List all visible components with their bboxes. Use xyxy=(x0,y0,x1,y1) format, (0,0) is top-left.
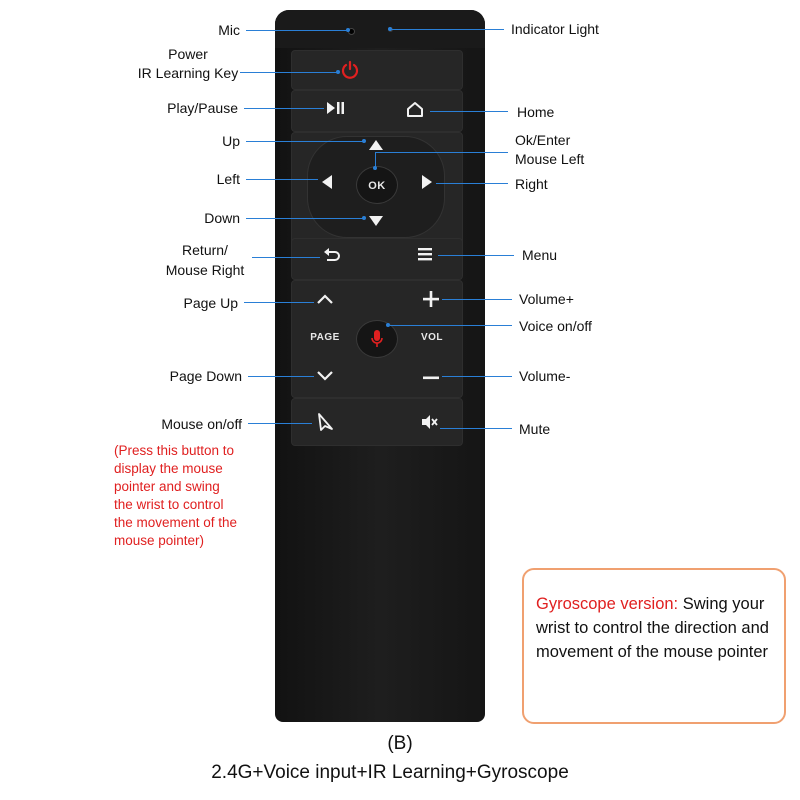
mic-pointer-line xyxy=(246,30,348,31)
indicator-pointer-line xyxy=(392,29,504,30)
page-up-pointer-line xyxy=(244,302,314,303)
ok-label-line2: Mouse Left xyxy=(515,151,585,167)
power-pad xyxy=(291,50,463,90)
menu-icon xyxy=(417,247,433,261)
mute-pointer-line xyxy=(440,428,512,429)
product-caption: 2.4G+Voice input+IR Learning+Gyroscope xyxy=(211,762,569,783)
voice-pointer-line xyxy=(390,325,512,326)
power-button[interactable] xyxy=(338,60,362,84)
arrow-up-icon xyxy=(368,139,384,151)
home-pointer-line xyxy=(430,111,508,112)
home-label: Home xyxy=(517,104,555,120)
right-label: Right xyxy=(515,176,548,192)
power-pointer-dot xyxy=(336,70,340,74)
play-pause-pointer-line xyxy=(244,108,324,109)
return-pointer-line xyxy=(252,257,320,258)
mouse-instruction-note xyxy=(114,442,274,550)
mouse-note-line: display the mouse xyxy=(114,461,223,476)
mouse-onoff-label: Mouse on/off xyxy=(161,416,242,432)
voice-onoff-label: Voice on/off xyxy=(519,318,592,334)
up-pointer-dot xyxy=(362,139,366,143)
page-up-label: Page Up xyxy=(183,295,238,311)
mouse-note-line: pointer and swing xyxy=(114,479,220,494)
power-icon xyxy=(340,60,360,80)
plus-icon xyxy=(422,290,440,308)
right-pointer-line xyxy=(436,183,508,184)
ok-button[interactable] xyxy=(356,166,398,204)
volume-plus-pointer-line xyxy=(442,299,512,300)
ok-pointer-line xyxy=(376,152,508,153)
down-pointer-line xyxy=(246,218,364,219)
play-pause-icon xyxy=(325,100,347,116)
volume-up-button[interactable] xyxy=(420,290,442,312)
cursor-icon xyxy=(316,412,334,432)
gyroscope-note-highlight: Gyroscope version: xyxy=(536,595,679,613)
volume-down-button[interactable] xyxy=(420,368,442,382)
power-label-line2: IR Learning Key xyxy=(137,65,239,81)
mute-icon xyxy=(420,414,438,430)
return-label-line1: Return/ xyxy=(182,242,228,258)
menu-button[interactable] xyxy=(414,247,436,267)
down-label: Down xyxy=(204,210,240,226)
mouse-note-line: mouse pointer) xyxy=(114,533,205,548)
mic-pointer-dot xyxy=(346,28,350,32)
ok-label-line1: Ok/Enter xyxy=(515,132,571,148)
dpad-down-button[interactable] xyxy=(366,214,386,230)
arrow-left-icon xyxy=(321,174,333,190)
page-up-button[interactable] xyxy=(314,292,336,310)
return-label-line2: Mouse Right xyxy=(165,262,245,278)
volume-minus-label: Volume- xyxy=(519,368,571,384)
mouse-note-line: the movement of the xyxy=(114,515,238,530)
indicator-light-label: Indicator Light xyxy=(511,21,599,37)
dpad-right-button[interactable] xyxy=(419,174,435,194)
volume-minus-pointer-line xyxy=(442,376,512,377)
page-label: PAGE xyxy=(310,332,340,343)
play-pause-button[interactable] xyxy=(324,100,348,120)
up-pointer-line xyxy=(246,141,364,142)
microphone-icon xyxy=(370,329,384,349)
ok-button-label: OK xyxy=(368,180,386,192)
power-label-line1: Power xyxy=(168,46,208,62)
mic-label: Mic xyxy=(218,22,240,38)
minus-icon xyxy=(422,375,440,381)
left-label: Left xyxy=(216,171,240,187)
vol-label: VOL xyxy=(420,332,444,343)
return-menu-pad xyxy=(291,238,463,280)
volume-plus-label: Volume+ xyxy=(519,291,574,307)
page-down-label: Page Down xyxy=(169,368,242,384)
mouse-toggle-button[interactable] xyxy=(314,412,336,434)
mouse-note-line: the wrist to control xyxy=(114,497,224,512)
ok-pointer-dot xyxy=(373,166,377,170)
dpad-left-button[interactable] xyxy=(319,174,335,194)
mute-button[interactable] xyxy=(418,414,440,432)
return-button[interactable] xyxy=(320,246,344,268)
gyroscope-note-text: Swing your wrist to control the direction and movement of the mouse pointer xyxy=(536,595,769,661)
down-pointer-dot xyxy=(362,216,366,220)
page-down-button[interactable] xyxy=(314,369,336,387)
power-pointer-line xyxy=(240,72,338,73)
indicator-pointer-dot xyxy=(388,27,392,31)
chevron-down-icon xyxy=(316,370,334,382)
page-down-pointer-line xyxy=(248,376,314,377)
up-label: Up xyxy=(222,133,240,149)
mouse-note-line: (Press this button to xyxy=(114,443,235,458)
left-pointer-line xyxy=(246,179,318,180)
voice-pointer-dot xyxy=(386,323,390,327)
home-icon xyxy=(405,100,425,118)
home-button[interactable] xyxy=(403,100,427,120)
gyroscope-note-box xyxy=(522,568,786,724)
menu-pointer-line xyxy=(438,255,514,256)
chevron-up-icon xyxy=(316,293,334,305)
arrow-right-icon xyxy=(421,174,433,190)
menu-label: Menu xyxy=(522,247,558,263)
mute-label: Mute xyxy=(519,421,551,437)
arrow-down-icon xyxy=(368,215,384,227)
variant-caption: (B) xyxy=(387,733,413,754)
play-pause-label: Play/Pause xyxy=(167,100,238,116)
return-icon xyxy=(322,246,342,264)
mouse-pointer-line xyxy=(248,423,312,424)
